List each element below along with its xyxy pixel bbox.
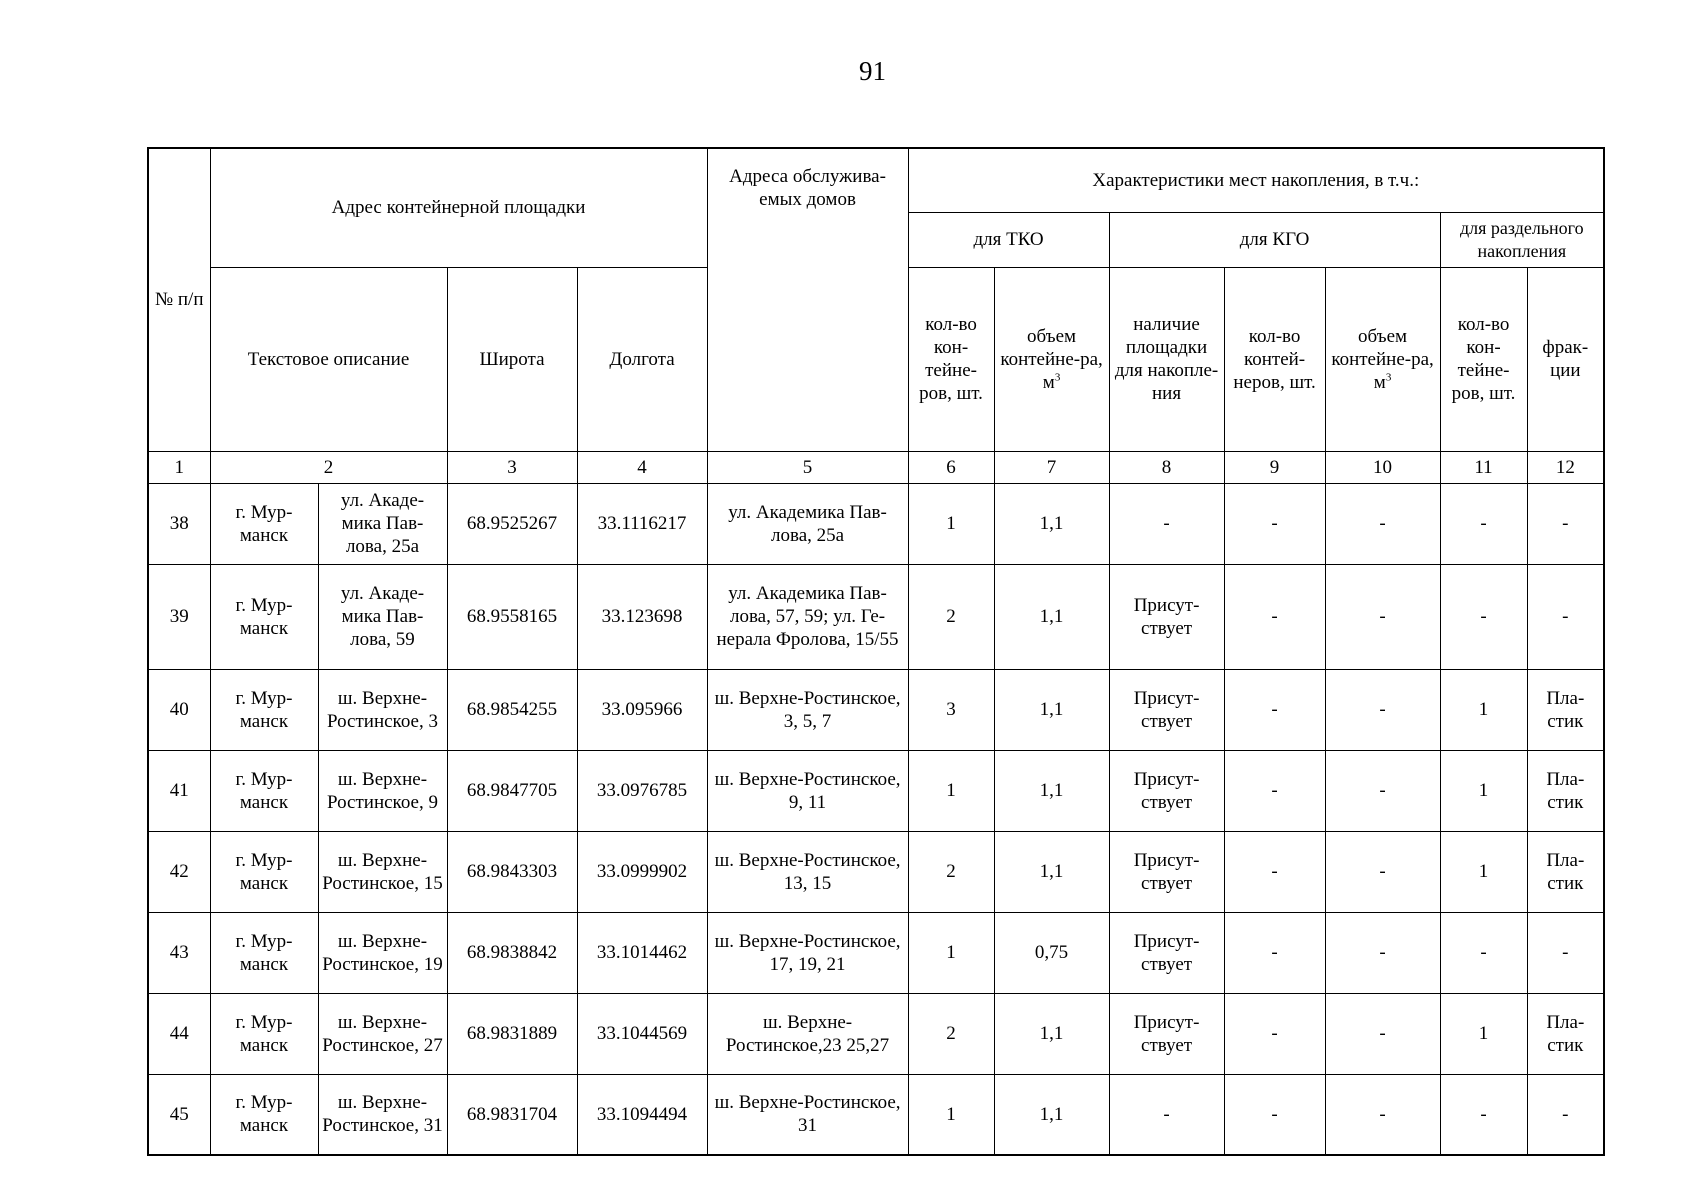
table-row bbox=[148, 912, 1604, 993]
cell-num: 44 bbox=[148, 993, 210, 1074]
table-row bbox=[148, 750, 1604, 831]
col-number: 8 bbox=[1109, 451, 1224, 483]
cell-tko-volume: 1,1 bbox=[994, 483, 1109, 564]
cell-tko-volume: 1,1 bbox=[994, 750, 1109, 831]
header-tko-volume: объем контейне-ра, $м^3$ bbox=[994, 267, 1109, 451]
header-kgo: для КГО bbox=[1109, 212, 1440, 267]
header-tko: для ТКО bbox=[908, 212, 1109, 267]
cell-num: 45 bbox=[148, 1074, 210, 1155]
cell-lon: 33.0999902 bbox=[577, 831, 707, 912]
cell-city: г. Мур-манск bbox=[210, 831, 318, 912]
cell-sep-count: - bbox=[1440, 483, 1527, 564]
cell-tko-count: 3 bbox=[908, 669, 994, 750]
cell-served: ш. Верхне-Ростинское, 17, 19, 21 bbox=[707, 912, 908, 993]
cell-street: ш. Верхне-Ростинское, 9 bbox=[318, 750, 447, 831]
table-row bbox=[148, 831, 1604, 912]
col-number: 11 bbox=[1440, 451, 1527, 483]
cell-num: 41 bbox=[148, 750, 210, 831]
cell-tko-count: 2 bbox=[908, 831, 994, 912]
cell-lat: 68.9843303 bbox=[447, 831, 577, 912]
cell-num: 39 bbox=[148, 564, 210, 669]
cell-sep-count: - bbox=[1440, 1074, 1527, 1155]
cell-tko-volume: 0,75 bbox=[994, 912, 1109, 993]
cell-street: ш. Верхне-Ростинское, 19 bbox=[318, 912, 447, 993]
cell-sep-count: 1 bbox=[1440, 993, 1527, 1074]
header-sep-fraction: фрак-ции bbox=[1527, 267, 1604, 451]
cell-tko-count: 2 bbox=[908, 564, 994, 669]
cell-lon: 33.095966 bbox=[577, 669, 707, 750]
cell-kgo-count: - bbox=[1224, 912, 1325, 993]
cell-street: ш. Верхне-Ростинское, 15 bbox=[318, 831, 447, 912]
header-kgo-site: наличие площадки для накопле-ния bbox=[1109, 267, 1224, 451]
cell-kgo-site: - bbox=[1109, 1074, 1224, 1155]
cell-lat: 68.9838842 bbox=[447, 912, 577, 993]
cell-kgo-site: Присут-ствует bbox=[1109, 564, 1224, 669]
col-number: 6 bbox=[908, 451, 994, 483]
header-sep-count: кол-во кон-тейне-ров, шт. bbox=[1440, 267, 1527, 451]
cell-kgo-site: Присут-ствует bbox=[1109, 912, 1224, 993]
cell-street: ш. Верхне-Ростинское, 31 bbox=[318, 1074, 447, 1155]
col-number: 2 bbox=[210, 451, 447, 483]
cell-tko-count: 1 bbox=[908, 483, 994, 564]
header-lon: Долгота bbox=[577, 267, 707, 451]
cell-sep-fraction: - bbox=[1527, 912, 1604, 993]
cell-lon: 33.1044569 bbox=[577, 993, 707, 1074]
cell-kgo-count: - bbox=[1224, 993, 1325, 1074]
column-numbers-row bbox=[148, 451, 1604, 483]
cell-served: ш. Верхне-Ростинское, 3, 5, 7 bbox=[707, 669, 908, 750]
cell-num: 40 bbox=[148, 669, 210, 750]
cell-served: ш. Верхне-Ростинское,23 25,27 bbox=[707, 993, 908, 1074]
cell-lat: 68.9847705 bbox=[447, 750, 577, 831]
cell-city: г. Мур-манск bbox=[210, 912, 318, 993]
cell-tko-count: 1 bbox=[908, 912, 994, 993]
cell-kgo-site: Присут-ствует bbox=[1109, 831, 1224, 912]
cell-kgo-volume: - bbox=[1325, 669, 1440, 750]
cell-lat: 68.9525267 bbox=[447, 483, 577, 564]
header-address: Адрес контейнерной площадки bbox=[210, 148, 707, 267]
cell-street: ш. Верхне-Ростинское, 3 bbox=[318, 669, 447, 750]
cell-served: ш. Верхне-Ростинское, 31 bbox=[707, 1074, 908, 1155]
cell-street: ул. Акаде-мика Пав-лова, 25а bbox=[318, 483, 447, 564]
table-row bbox=[148, 1074, 1604, 1155]
cell-lat: 68.9831889 bbox=[447, 993, 577, 1074]
col-number: 9 bbox=[1224, 451, 1325, 483]
col-number: 7 bbox=[994, 451, 1109, 483]
cell-sep-fraction: - bbox=[1527, 483, 1604, 564]
cell-sep-fraction: Пла-стик bbox=[1527, 669, 1604, 750]
cell-tko-volume: 1,1 bbox=[994, 1074, 1109, 1155]
cell-sep-fraction: - bbox=[1527, 564, 1604, 669]
header-text-desc: Текстовое описание bbox=[210, 267, 447, 451]
header-separate: для раздельного накопления bbox=[1440, 212, 1604, 267]
table-row bbox=[148, 669, 1604, 750]
cell-kgo-count: - bbox=[1224, 831, 1325, 912]
cell-city: г. Мур-манск bbox=[210, 564, 318, 669]
cell-served: ш. Верхне-Ростинское, 9, 11 bbox=[707, 750, 908, 831]
header-kgo-volume: объем контейне-ра, $м^3$ bbox=[1325, 267, 1440, 451]
page-number: 91 bbox=[859, 56, 886, 86]
cell-kgo-count: - bbox=[1224, 669, 1325, 750]
cell-lat: 68.9854255 bbox=[447, 669, 577, 750]
cell-kgo-volume: - bbox=[1325, 1074, 1440, 1155]
cell-lon: 33.123698 bbox=[577, 564, 707, 669]
header-served: Адреса обслужива-емых домов bbox=[707, 148, 908, 451]
cell-num: 43 bbox=[148, 912, 210, 993]
cell-kgo-volume: - bbox=[1325, 564, 1440, 669]
cell-served: ул. Академика Пав-лова, 25а bbox=[707, 483, 908, 564]
cell-kgo-count: - bbox=[1224, 750, 1325, 831]
cell-tko-count: 1 bbox=[908, 1074, 994, 1155]
header-tko-count: кол-во кон-тейне-ров, шт. bbox=[908, 267, 994, 451]
cell-sep-fraction: - bbox=[1527, 1074, 1604, 1155]
cell-city: г. Мур-манск bbox=[210, 1074, 318, 1155]
cell-sep-fraction: Пла-стик bbox=[1527, 750, 1604, 831]
cell-kgo-site: Присут-ствует bbox=[1109, 750, 1224, 831]
cell-street: ул. Акаде-мика Пав-лова, 59 bbox=[318, 564, 447, 669]
cell-street: ш. Верхне-Ростинское, 27 bbox=[318, 993, 447, 1074]
cell-sep-count: 1 bbox=[1440, 831, 1527, 912]
cell-kgo-volume: - bbox=[1325, 750, 1440, 831]
table-row bbox=[148, 564, 1604, 669]
cell-city: г. Мур-манск bbox=[210, 669, 318, 750]
cell-sep-count: 1 bbox=[1440, 669, 1527, 750]
cell-kgo-volume: - bbox=[1325, 483, 1440, 564]
cell-sep-fraction: Пла-стик bbox=[1527, 993, 1604, 1074]
cell-tko-volume: 1,1 bbox=[994, 831, 1109, 912]
col-number: 10 bbox=[1325, 451, 1440, 483]
cell-sep-fraction: Пла-стик bbox=[1527, 831, 1604, 912]
cell-lat: 68.9831704 bbox=[447, 1074, 577, 1155]
cell-kgo-count: - bbox=[1224, 483, 1325, 564]
cell-lon: 33.1116217 bbox=[577, 483, 707, 564]
col-number: 5 bbox=[707, 451, 908, 483]
cell-city: г. Мур-манск bbox=[210, 483, 318, 564]
cell-lon: 33.0976785 bbox=[577, 750, 707, 831]
cell-sep-count: - bbox=[1440, 912, 1527, 993]
cell-sep-count: 1 bbox=[1440, 750, 1527, 831]
cell-tko-count: 1 bbox=[908, 750, 994, 831]
cell-tko-volume: 1,1 bbox=[994, 993, 1109, 1074]
cell-served: ш. Верхне-Ростинское, 13, 15 bbox=[707, 831, 908, 912]
cell-lon: 33.1094494 bbox=[577, 1074, 707, 1155]
cell-lat: 68.9558165 bbox=[447, 564, 577, 669]
col-number: 1 bbox=[148, 451, 210, 483]
cell-kgo-volume: - bbox=[1325, 831, 1440, 912]
col-number: 12 bbox=[1527, 451, 1604, 483]
cell-num: 42 bbox=[148, 831, 210, 912]
cell-kgo-count: - bbox=[1224, 1074, 1325, 1155]
cell-sep-count: - bbox=[1440, 564, 1527, 669]
header-kgo-count: кол-во контей-неров, шт. bbox=[1224, 267, 1325, 451]
container-sites-table bbox=[147, 147, 1605, 1156]
cell-kgo-volume: - bbox=[1325, 993, 1440, 1074]
header-num: № п/п bbox=[148, 148, 210, 451]
cell-tko-volume: 1,1 bbox=[994, 564, 1109, 669]
col-number: 3 bbox=[447, 451, 577, 483]
cell-city: г. Мур-манск bbox=[210, 993, 318, 1074]
cell-kgo-site: Присут-ствует bbox=[1109, 993, 1224, 1074]
cell-tko-volume: 1,1 bbox=[994, 669, 1109, 750]
cell-served: ул. Академика Пав-лова, 57, 59; ул. Ге-нерала Фролова, 15/55 bbox=[707, 564, 908, 669]
cell-city: г. Мур-манск bbox=[210, 750, 318, 831]
header-lat: Широта bbox=[447, 267, 577, 451]
cell-kgo-site: - bbox=[1109, 483, 1224, 564]
header-characteristics: Характеристики мест накопления, в т.ч.: bbox=[908, 148, 1604, 212]
cell-kgo-volume: - bbox=[1325, 912, 1440, 993]
col-number: 4 bbox=[577, 451, 707, 483]
cell-kgo-site: Присут-ствует bbox=[1109, 669, 1224, 750]
table-row bbox=[148, 483, 1604, 564]
cell-kgo-count: - bbox=[1224, 564, 1325, 669]
cell-tko-count: 2 bbox=[908, 993, 994, 1074]
cell-lon: 33.1014462 bbox=[577, 912, 707, 993]
cell-num: 38 bbox=[148, 483, 210, 564]
table-row bbox=[148, 993, 1604, 1074]
